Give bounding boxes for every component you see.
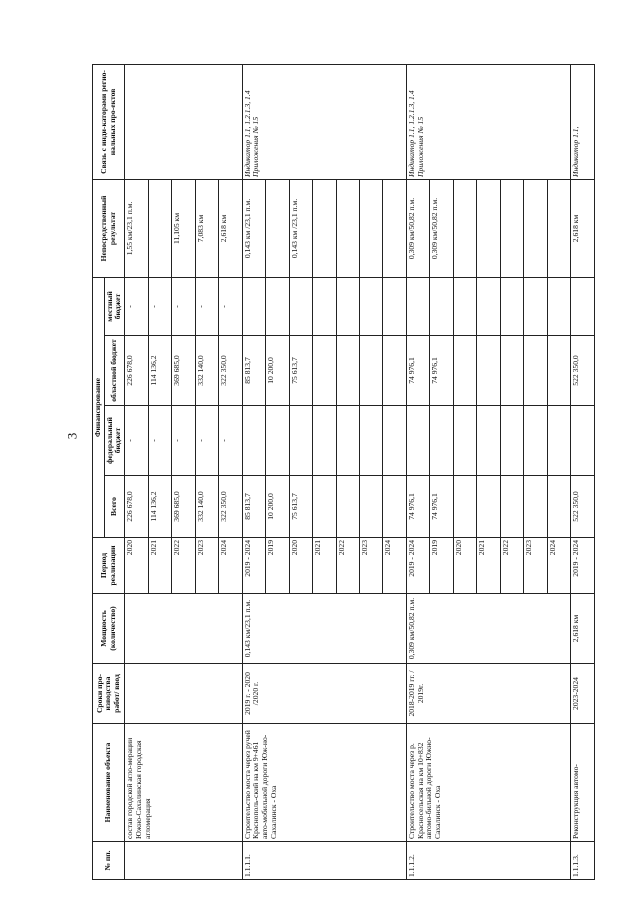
header-financing: Финансирование [93, 277, 105, 537]
period-year: 2023 [195, 538, 218, 594]
local-value [289, 277, 312, 335]
period-year: 2020 [453, 538, 476, 594]
period-year: 2020 [289, 538, 312, 594]
federal-value [383, 406, 406, 476]
result-value [360, 179, 383, 277]
federal-value: - [148, 406, 171, 476]
total-value [524, 476, 547, 538]
local-value [383, 277, 406, 335]
period-year: 2024 [547, 538, 570, 594]
capacity [125, 594, 242, 664]
local-value [336, 277, 359, 335]
regional-value [477, 336, 500, 406]
local-value: - [125, 277, 148, 335]
local-value: - [219, 277, 242, 335]
table-row [571, 64, 595, 879]
total-value [360, 476, 383, 538]
regional-value: 75 613,7 [289, 336, 312, 406]
period-year: 2022 [336, 538, 359, 594]
header-local: местный бюджет [104, 277, 124, 335]
federal-value [336, 406, 359, 476]
federal-value [313, 406, 336, 476]
federal-value: - [195, 406, 218, 476]
federal-value [360, 406, 383, 476]
period-year: 2023 [360, 538, 383, 594]
indicator-link: Индикатор 1.1, [571, 64, 595, 179]
row-number: 1.1.1.2. [406, 842, 570, 880]
total-value [313, 476, 336, 538]
total-value [383, 476, 406, 538]
row-number: 1.1.1.3. [571, 842, 595, 880]
result-value: 1,55 км/23,1 п.м. [125, 179, 148, 277]
total-value: 74 976,1 [430, 476, 453, 538]
result-value: 0,309 км/50,82 п.м. [406, 179, 429, 277]
result-value [313, 179, 336, 277]
page-number: 3 [64, 432, 80, 440]
regional-value: 74 976,1 [430, 336, 453, 406]
period-year: 2019 - 2024 [406, 538, 429, 594]
regional-value [336, 336, 359, 406]
local-value: - [172, 277, 195, 335]
regional-value: 369 685,0 [172, 336, 195, 406]
total-value: 114 136,2 [148, 476, 171, 538]
header-capacity: Мощность (количество) [93, 594, 125, 664]
financing-table [92, 64, 595, 880]
indicator-link: Индикатор 1.1, 1.2.1.3, 1.4 Приложения № 15 [242, 64, 406, 179]
period-year: 2021 [477, 538, 500, 594]
regional-value: 322 350,0 [219, 336, 242, 406]
regional-value: 522 350,0 [571, 336, 595, 406]
local-value: - [148, 277, 171, 335]
object-name: состав городской агло-мерации Южно-Сахалинская городская агломерация [125, 724, 242, 842]
regional-value: 114 136,2 [148, 336, 171, 406]
regional-value [500, 336, 523, 406]
result-value [524, 179, 547, 277]
header-total: Всего [104, 476, 124, 538]
regional-value [383, 336, 406, 406]
federal-value: - [125, 406, 148, 476]
local-value [453, 277, 476, 335]
local-value [313, 277, 336, 335]
total-value: 75 613,7 [289, 476, 312, 538]
total-value [477, 476, 500, 538]
period-year: 2024 [383, 538, 406, 594]
period-year: 2019 [430, 538, 453, 594]
work-terms: 2023-2024 [571, 664, 595, 724]
local-value [406, 277, 429, 335]
total-value [453, 476, 476, 538]
regional-value: 226 678,0 [125, 336, 148, 406]
period-year: 2022 [500, 538, 523, 594]
result-value [500, 179, 523, 277]
period-year: 2020 [125, 538, 148, 594]
capacity: 2,618 км [571, 594, 595, 664]
federal-value [477, 406, 500, 476]
result-value [148, 179, 171, 277]
regional-value [360, 336, 383, 406]
regional-value [524, 336, 547, 406]
header-result: Непосредственный результат [93, 179, 125, 277]
total-value [547, 476, 570, 538]
local-value [524, 277, 547, 335]
financing-table-rotated [92, 65, 595, 880]
period-year: 2023 [524, 538, 547, 594]
result-value: 2,618 км [219, 179, 242, 277]
total-value [336, 476, 359, 538]
local-value [571, 277, 595, 335]
result-value: 0,309 км/50,82 п.м. [430, 179, 453, 277]
period-year: 2019 - 2024 [242, 538, 265, 594]
result-value: 2,618 км [571, 179, 595, 277]
period-year: 2019 - 2024 [571, 538, 595, 594]
period-year: 2022 [172, 538, 195, 594]
row-number [125, 842, 242, 880]
header-regional: областной бюджет [104, 336, 124, 406]
regional-value: 332 140,0 [195, 336, 218, 406]
header-period: Период реализации [93, 538, 125, 594]
federal-value [242, 406, 265, 476]
local-value [477, 277, 500, 335]
federal-value [500, 406, 523, 476]
object-name: Реконструкция автомо- [571, 724, 595, 842]
header-terms: Сроки про-изводства работ/ ввод [93, 664, 125, 724]
capacity: 0,309 км/50,82 п.м. [406, 594, 570, 664]
work-terms: 2018-2019 гг. / 2019г. [406, 664, 570, 724]
result-value: 11,105 км [172, 179, 195, 277]
capacity: 0,143 км/23,1 п.м. [242, 594, 406, 664]
header-name: Наименование объекта [93, 724, 125, 842]
federal-value [571, 406, 595, 476]
total-value: 369 685,0 [172, 476, 195, 538]
federal-value [406, 406, 429, 476]
federal-value [453, 406, 476, 476]
total-value: 74 976,1 [406, 476, 429, 538]
regional-value: 74 976,1 [406, 336, 429, 406]
work-terms: 2019 г. - 2020 /2020 г. [242, 664, 406, 724]
indicator-link [125, 64, 242, 179]
result-value: 0,143 км /23,1 п.м. [242, 179, 265, 277]
regional-value: 85 813,7 [242, 336, 265, 406]
local-value [547, 277, 570, 335]
period-year: 2021 [313, 538, 336, 594]
header-federal: федеральный бюджет [104, 406, 124, 476]
local-value [500, 277, 523, 335]
table-body [125, 64, 595, 879]
local-value [360, 277, 383, 335]
result-value [266, 179, 289, 277]
federal-value [430, 406, 453, 476]
regional-value [453, 336, 476, 406]
indicator-link: Индикатор 1.1, 1.2.1.3, 1.4 Приложения № 15 [406, 64, 570, 179]
total-value: 522 350,0 [571, 476, 595, 538]
local-value [242, 277, 265, 335]
period-year: 2019 [266, 538, 289, 594]
table-row [406, 64, 429, 879]
result-value [547, 179, 570, 277]
federal-value [524, 406, 547, 476]
local-value [430, 277, 453, 335]
regional-value [547, 336, 570, 406]
local-value [266, 277, 289, 335]
result-value: 7,083 км [195, 179, 218, 277]
header-num: № пп. [93, 842, 125, 880]
total-value [500, 476, 523, 538]
work-terms [125, 664, 242, 724]
table-row [242, 64, 265, 879]
federal-value: - [172, 406, 195, 476]
result-value: 0,143 км /23,1 п.м. [289, 179, 312, 277]
total-value: 85 813,7 [242, 476, 265, 538]
period-year: 2024 [219, 538, 242, 594]
total-value: 322 350,0 [219, 476, 242, 538]
result-value [383, 179, 406, 277]
table-row [125, 64, 148, 879]
total-value: 10 200,0 [266, 476, 289, 538]
result-value [477, 179, 500, 277]
result-value [336, 179, 359, 277]
result-value [453, 179, 476, 277]
period-year: 2021 [148, 538, 171, 594]
row-number: 1.1.1.1. [242, 842, 406, 880]
object-name: Строительство моста через ручей Краснополь-ский на км 9+461 авто-мобильной дороги Юж-но-Сахалинск - Оха [242, 724, 406, 842]
regional-value: 10 200,0 [266, 336, 289, 406]
local-value: - [195, 277, 218, 335]
total-value: 226 678,0 [125, 476, 148, 538]
federal-value [266, 406, 289, 476]
federal-value [547, 406, 570, 476]
header-link: Связь с инди-каторами регио-нальных про-ектов [93, 64, 125, 179]
federal-value: - [219, 406, 242, 476]
object-name: Строительство моста через р. Красносельская на км 10+832 автомо-бильной дороги Южно-Сахалинск - Оха [406, 724, 570, 842]
total-value: 332 140,0 [195, 476, 218, 538]
federal-value [289, 406, 312, 476]
regional-value [313, 336, 336, 406]
